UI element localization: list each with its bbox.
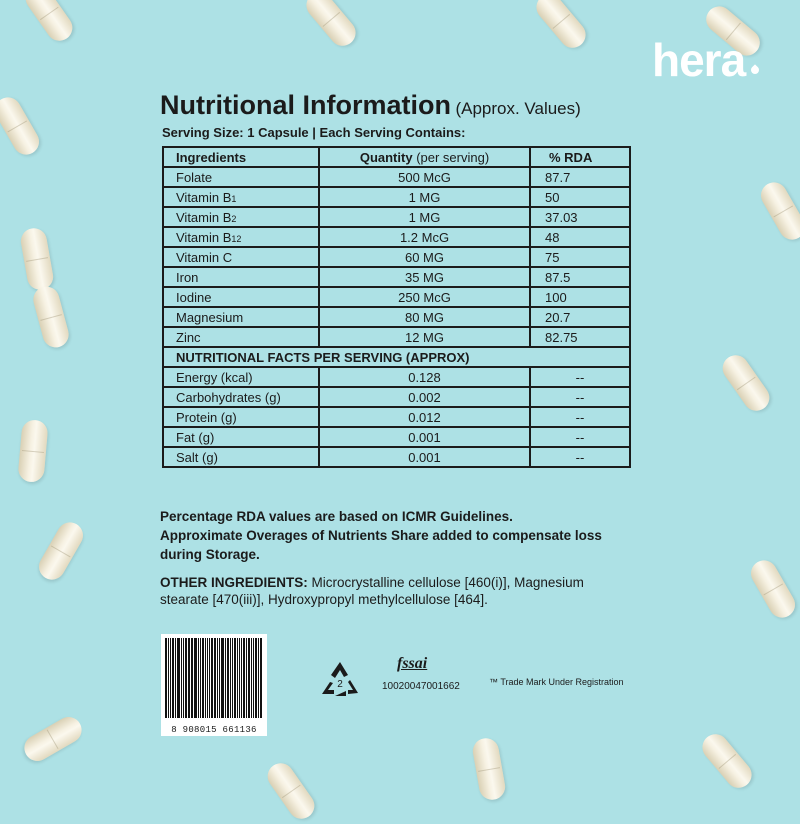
fact-quantity: 0.012 [319,407,530,427]
fact-quantity: 0.128 [319,367,530,387]
title-main: Nutritional Information [160,90,451,120]
barcode-number: 8 908015 661136 [171,725,257,735]
ingredient-rda: 100 [530,287,630,307]
rda-notes [160,507,630,564]
fssai-license-number: 10020047001662 [382,681,460,692]
barcode-bar [198,638,199,718]
ingredient-name-text: Magnesium [176,309,244,325]
table-row [163,427,630,447]
fact-quantity: 0.001 [319,427,530,447]
capsule-decoration [718,350,775,416]
ingredient-quantity: 250 McG [319,287,530,307]
barcode-bar [191,638,192,718]
barcode-bar [234,638,236,718]
barcode-bar [200,638,201,718]
capsule-decoration [746,556,800,623]
ingredient-name-text: Iron [176,269,199,285]
other-ingredients-text: Microcrystalline cellulose [460(i)], Magnesium stearate [470(iii)], Hydroxypropyl methylcellulose [464]. [160,575,584,607]
table-row [163,387,630,407]
ingredient-rda: 20.7 [530,307,630,327]
capsule-decoration [263,758,320,824]
ingredient-name [163,167,319,187]
barcode-bar [217,638,218,718]
barcode-bar [225,638,226,718]
ingredient-quantity: 500 McG [319,167,530,187]
barcode-bar [177,638,180,718]
ingredient-rda: 87.5 [530,267,630,287]
ingredient-name-text: Vitamin B [176,189,232,205]
table-row [163,167,630,187]
barcode-bar [202,638,204,718]
barcode-bar [258,638,259,718]
fact-rda: -- [530,367,630,387]
barcode-bar [205,638,206,718]
fact-name: Fat (g) [163,427,319,447]
ingredient-name [163,207,319,227]
barcode-bar [260,638,262,718]
fact-rda: -- [530,427,630,447]
table-row [163,207,630,227]
table-row [163,367,630,387]
barcode-bar [221,638,224,718]
capsule-decoration [471,736,507,802]
fssai-logo: fssai [397,655,428,672]
barcode [161,634,267,736]
barcode-bar [219,638,220,718]
recycle-code: 2 [337,679,343,690]
barcode-bar [253,638,254,718]
fact-quantity: 0.001 [319,447,530,467]
nutrition-table [162,146,631,468]
fact-name: Carbohydrates (g) [163,387,319,407]
drop-icon [749,64,760,75]
capsule-decoration [756,178,800,245]
barcode-bars [165,638,263,718]
ingredient-rda: 48 [530,227,630,247]
header-rda: % RDA [530,147,630,167]
trademark-note: ™ Trade Mark Under Registration [489,677,624,687]
title-suffix: (Approx. Values) [455,99,581,118]
facts-header: NUTRITIONAL FACTS PER SERVING (APPROX) [163,347,630,367]
ingredient-quantity: 60 MG [319,247,530,267]
table-row [163,327,630,347]
capsule-decoration [20,712,87,766]
fact-rda: -- [530,387,630,407]
fact-rda: -- [530,447,630,467]
ingredient-name [163,247,319,267]
barcode-bar [251,638,252,718]
ingredient-quantity: 80 MG [319,307,530,327]
barcode-bar [183,638,184,718]
ingredient-name [163,287,319,307]
ingredient-rda: 37.03 [530,207,630,227]
ingredient-quantity: 1 MG [319,187,530,207]
ingredient-subscript: 12 [231,233,242,244]
barcode-bar [192,638,193,718]
table-row [163,307,630,327]
ingredient-rda: 50 [530,187,630,207]
barcode-bar [170,638,171,718]
ingredient-name-text: Vitamin C [176,249,233,265]
barcode-bar [232,638,233,718]
table-row [163,407,630,427]
barcode-bar [172,638,174,718]
table-header-row [163,147,630,167]
fact-name: Protein (g) [163,407,319,427]
serving-info: Serving Size: 1 Capsule | Each Serving Contains: [162,125,466,140]
note-icmr: Percentage RDA values are based on ICMR Guidelines. [160,509,513,524]
barcode-bar [227,638,229,718]
barcode-bar [168,638,169,718]
table-row [163,447,630,467]
fact-name: Salt (g) [163,447,319,467]
barcode-bar [230,638,231,718]
ingredient-name [163,227,319,247]
ingredient-name [163,187,319,207]
ingredient-name [163,267,319,287]
barcode-bar [239,638,240,718]
ingredient-rda: 75 [530,247,630,267]
header-quantity-note: (per serving) [416,149,490,165]
barcode-bar [209,638,210,718]
ingredient-name-text: Vitamin B [176,209,232,225]
barcode-bar [255,638,257,718]
table-row [163,247,630,267]
page-title [160,90,581,121]
barcode-bar [185,638,187,718]
barcode-bar [207,638,208,718]
note-overages: Approximate Overages of Nutrients Share added to compensate loss during Storage. [160,528,602,562]
ingredient-name-text: Zinc [176,329,201,345]
barcode-bar [214,638,216,718]
facts-header-row [163,347,630,367]
barcode-bar [248,638,250,718]
fact-name: Energy (kcal) [163,367,319,387]
capsule-decoration [19,226,55,292]
fact-quantity: 0.002 [319,387,530,407]
ingredient-subscript: 1 [231,193,237,204]
ingredient-name-text: Iodine [176,289,212,305]
barcode-bar [237,638,238,718]
other-ingredients-label: OTHER INGREDIENTS: [160,575,308,590]
table-row [163,287,630,307]
ingredient-subscript: 2 [231,213,237,224]
recycle-icon [318,660,362,705]
capsule-decoration [30,284,71,351]
barcode-bar [194,638,197,718]
hera-logo: hera [652,34,746,86]
barcode-bar [246,638,247,718]
ingredient-name-text: Vitamin B [176,229,232,245]
header-ingredients: Ingredients [163,147,319,167]
capsule-decoration [21,0,78,46]
ingredient-rda: 87.7 [530,167,630,187]
other-ingredients [160,574,630,608]
barcode-bar [165,638,167,718]
barcode-bar [241,638,242,718]
barcode-bar [188,638,190,718]
ingredient-quantity: 1 MG [319,207,530,227]
barcode-bar [175,638,176,718]
ingredient-quantity: 1.2 McG [319,227,530,247]
capsule-decoration [531,0,591,53]
table-row [163,267,630,287]
ingredient-rda: 82.75 [530,327,630,347]
ingredient-quantity: 35 MG [319,267,530,287]
capsule-decoration [697,729,757,793]
ingredient-quantity: 12 MG [319,327,530,347]
capsule-decoration [34,518,88,585]
table-row [163,187,630,207]
barcode-bar [243,638,246,718]
header-quantity [319,147,530,167]
barcode-bar [181,638,182,718]
header-quantity-label: Quantity [359,149,413,165]
fact-rda: -- [530,407,630,427]
ingredient-name-text: Folate [176,169,213,185]
capsule-decoration [17,419,48,483]
capsule-decoration [0,93,44,160]
table-row [163,227,630,247]
barcode-bar [211,638,213,718]
capsule-decoration [301,0,361,51]
ingredient-name [163,327,319,347]
ingredient-name [163,307,319,327]
